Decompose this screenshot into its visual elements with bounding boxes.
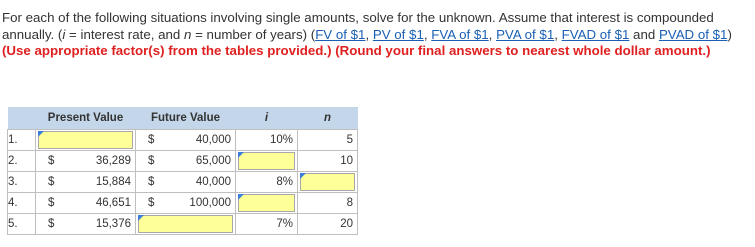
n-value: 10 <box>340 154 353 167</box>
pv-cell <box>36 213 136 234</box>
instructions-text: For each of the following situations involving single amounts, solve for the unknown. Assume that interest is compounded annually. ( <box>2 10 714 42</box>
currency-symbol: $ <box>148 196 155 209</box>
row-number: 2. <box>8 150 36 171</box>
pv-value: 36,289 <box>95 154 131 167</box>
instructions-text: = interest rate, and <box>65 26 184 42</box>
i-cell <box>236 213 298 234</box>
fv-input[interactable] <box>138 215 233 233</box>
n-cell <box>298 192 358 213</box>
n-value: 5 <box>346 133 353 146</box>
pv-cell <box>36 129 136 150</box>
n-cell <box>298 171 358 192</box>
header-number <box>8 107 36 129</box>
link-fvad-of-1[interactable]: FVAD of $1 <box>561 26 630 42</box>
link-pvad-of-1[interactable]: PVAD of $1 <box>658 26 728 42</box>
fv-value: 65,000 <box>195 154 231 167</box>
problem-table <box>7 107 358 235</box>
n-value: 20 <box>340 217 353 230</box>
pv-cell <box>36 192 136 213</box>
fv-cell <box>136 213 236 234</box>
n-cell <box>298 129 358 150</box>
n-cell <box>298 213 358 234</box>
link-fv-of-1[interactable]: FV of $1 <box>315 26 366 42</box>
i-input[interactable] <box>238 194 295 212</box>
rounding-instructions: (Use appropriate factor(s) from the tables provided.) (Round your final answers to nearest whole dollar amount.) <box>2 43 711 58</box>
currency-symbol: $ <box>48 154 55 167</box>
n-input[interactable] <box>300 173 355 191</box>
pv-input[interactable] <box>38 131 133 149</box>
pv-value: 15,884 <box>95 175 131 188</box>
fv-value: 40,000 <box>195 175 231 188</box>
table-row <box>8 129 358 150</box>
fv-value: 100,000 <box>189 196 231 209</box>
table-header-row <box>8 107 358 129</box>
table-row <box>8 150 358 171</box>
i-value: 7% <box>276 217 293 230</box>
fv-cell <box>136 171 236 192</box>
row-number: 3. <box>8 171 36 192</box>
i-cell <box>236 171 298 192</box>
pv-cell <box>36 171 136 192</box>
separator: ) <box>727 26 732 42</box>
separator: and <box>629 26 659 42</box>
n-cell <box>298 150 358 171</box>
i-cell <box>236 129 298 150</box>
i-value: 10% <box>269 133 293 146</box>
i-symbol: i <box>62 26 66 42</box>
header-future-value: Future Value <box>136 107 236 129</box>
fv-cell <box>136 192 236 213</box>
currency-symbol: $ <box>148 154 155 167</box>
pv-cell <box>36 150 136 171</box>
i-cell <box>236 192 298 213</box>
currency-symbol: $ <box>48 196 55 209</box>
separator: , <box>488 26 497 42</box>
i-input[interactable] <box>238 152 295 170</box>
fv-cell <box>136 150 236 171</box>
i-value: 8% <box>276 175 293 188</box>
separator: , <box>365 26 373 42</box>
header-n: n <box>298 107 358 129</box>
row-number: 1. <box>8 129 36 150</box>
link-fva-of-1[interactable]: FVA of $1 <box>431 26 489 42</box>
n-value: 8 <box>346 196 353 209</box>
table-row <box>8 192 358 213</box>
instructions <box>2 10 754 60</box>
currency-symbol: $ <box>148 133 155 146</box>
separator: , <box>554 26 562 42</box>
i-cell <box>236 150 298 171</box>
pv-value: 46,651 <box>95 196 131 209</box>
row-number: 5. <box>8 213 36 234</box>
instructions-text: = number of years) ( <box>191 26 316 42</box>
header-i: i <box>236 107 298 129</box>
currency-symbol: $ <box>148 175 155 188</box>
link-pv-of-1[interactable]: PV of $1 <box>372 26 424 42</box>
currency-symbol: $ <box>48 217 55 230</box>
table-row <box>8 171 358 192</box>
header-present-value: Present Value <box>36 107 136 129</box>
link-pva-of-1[interactable]: PVA of $1 <box>496 26 555 42</box>
pv-value: 15,376 <box>95 217 131 230</box>
table-row <box>8 213 358 234</box>
fv-value: 40,000 <box>195 133 231 146</box>
currency-symbol: $ <box>48 175 55 188</box>
row-number: 4. <box>8 192 36 213</box>
n-symbol: n <box>183 26 192 42</box>
separator: , <box>423 26 432 42</box>
fv-cell <box>136 129 236 150</box>
